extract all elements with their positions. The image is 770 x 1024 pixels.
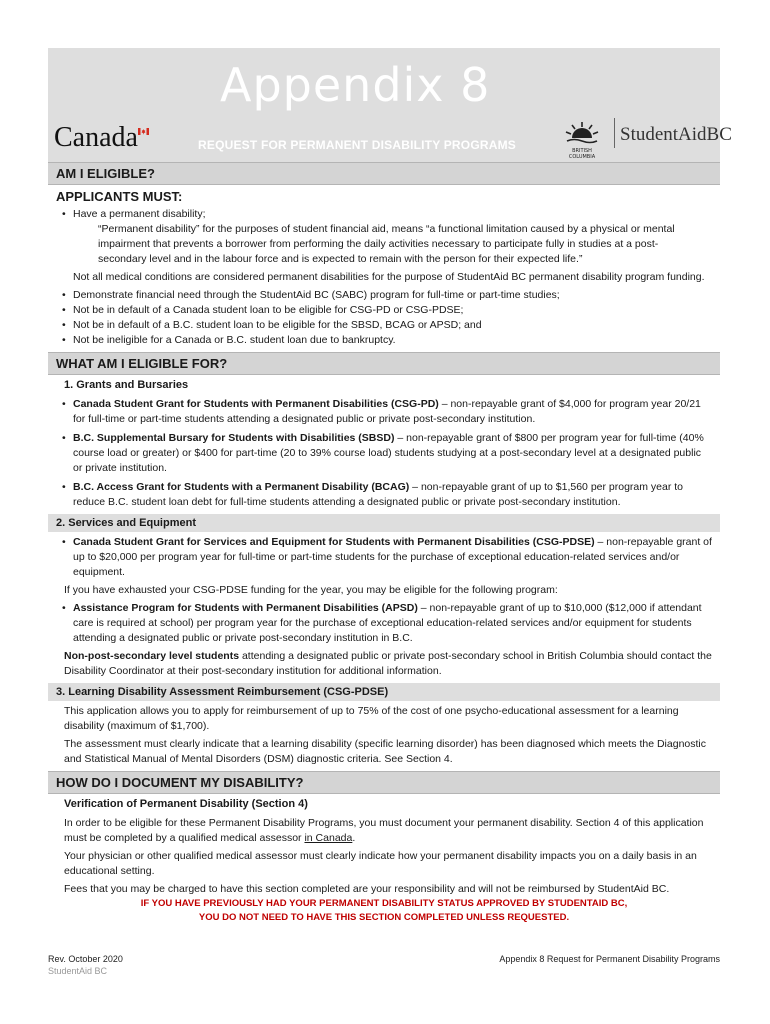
- logo-divider: [614, 118, 615, 148]
- physician-paragraph: Your physician or other qualified medical assessor must clearly indicate how your permanent disability impacts you on a daily basis in an educational setting.: [64, 850, 697, 877]
- warning-line-1: IF YOU HAVE PREVIOUSLY HAD YOUR PERMANENT DISABILITY STATUS APPROVED BY STUDENTAID BC,: [140, 898, 628, 909]
- list-item: • Canada Student Grant for Students with Permanent Disabilities (CSG-PD) – non-repayable grant of $4,000 for program year 20/21 for full-time or part-time students attending a designated public or private post-secondary institution.: [62, 398, 701, 425]
- applicants-must-heading: APPLICANTS MUST:: [56, 189, 183, 204]
- fees-paragraph: Fees that you may be charged to have this section completed are your responsibility and will not be reimbursed by StudentAid BC.: [64, 883, 670, 895]
- bullet-icon: •: [62, 334, 66, 346]
- footer-document-title: Appendix 8 Request for Permanent Disability Programs: [499, 954, 720, 964]
- grants-bursaries-heading: 1. Grants and Bursaries: [64, 379, 189, 391]
- section-am-i-eligible: AM I ELIGIBLE?: [48, 162, 720, 185]
- canada-flag-icon: [138, 128, 149, 135]
- eligibility-requirements-list: [48, 288, 720, 348]
- page-footer: [48, 954, 720, 976]
- section-what-am-i-eligible-for: WHAT AM I ELIGIBLE FOR?: [48, 352, 720, 375]
- list-item: • Demonstrate financial need through the StudentAid BC (SABC) program for full-time or part-time studies;: [62, 289, 560, 301]
- list-item: • Assistance Program for Students with Permanent Disabilities (APSD) – non-repayable grant of up to $10,000 ($12,000 if attendant care is required at school) per program year for the purchase of exceptional education-related services and/or equipment for students attending a designated public or private post-secondary institution in B.C.: [62, 602, 702, 644]
- section-how-do-i-document: HOW DO I DOCUMENT MY DISABILITY?: [48, 771, 720, 794]
- list-item: • Not be in default of a Canada student loan to be eligible for CSG-PD or CSG-PDSE;: [62, 304, 464, 316]
- permanent-disability-definition: “Permanent disability” for the purposes of student financial aid, means “a functional limitation caused by a physical or mental impairment that prevents a borrower from performing the daily activities necessary to participate fully in studies at a post-secondary level and in the labour force and is expected to remain with the person for their expected life.”: [98, 223, 675, 265]
- services-equipment-heading: 2. Services and Equipment: [48, 514, 720, 532]
- appendix-subtitle: REQUEST FOR PERMANENT DISABILITY PROGRAMS: [198, 138, 516, 152]
- exhausted-funding-note: If you have exhausted your CSG-PDSE funding for the year, you may be eligible for the following program:: [64, 584, 558, 596]
- eligibility-note: Not all medical conditions are considered permanent disabilities for the purpose of StudentAid BC permanent disability program funding.: [73, 271, 705, 283]
- bullet-icon: •: [62, 432, 66, 444]
- bc-logo-text: BRITISH: [572, 148, 592, 154]
- document-requirement-paragraph: In order to be eligible for these Permanent Disability Programs, you must document your permanent disability. Section 4 of this application must be completed by a qualified medical assessor in Canada.: [64, 817, 704, 844]
- non-post-secondary-note: Non-post-secondary level students attending a designated public or private post-secondary school in British Columbia should contact the Disability Coordinator at their post-secondary institution for additional information.: [64, 650, 712, 677]
- bc-logo-icon: [553, 106, 611, 162]
- assessment-criteria-paragraph: The assessment must clearly indicate that a learning disability (specific learning disorder) has been diagnosed which meets the Diagnostic and Statistical Manual of Mental Disorders (DSM) diagnostic criteria. See Section 4.: [64, 738, 706, 765]
- list-item: • B.C. Supplemental Bursary for Students with Disabilities (SBSD) – non-repayable grant of $800 per program year for full-time (40% course load or greater) or $400 for part-time (20 to 39% course load) students studying at a post-secondary level at a designated public or private institution.: [62, 432, 704, 474]
- list-item: • Canada Student Grant for Services and Equipment for Students with Permanent Disabilities (CSG-PDSE) – non-repayable grant of up to $20,000 per program year for full-time or part-time students for the purchase of exceptional education-related services and/or equipment.: [62, 536, 712, 578]
- canada-wordmark: Canada: [54, 122, 138, 153]
- warning-line-2: YOU DO NOT NEED TO HAVE THIS SECTION COMPLETED UNLESS REQUESTED.: [198, 912, 570, 923]
- list-item: • Have a permanent disability;: [62, 208, 206, 220]
- bullet-icon: •: [62, 289, 66, 301]
- learning-disability-heading: 3. Learning Disability Assessment Reimbursement (CSG-PDSE): [48, 683, 720, 701]
- list-item: • Not be in default of a B.C. student loan to be eligible for the SBSD, BCAG or APSD; and: [62, 319, 482, 331]
- bullet-icon: •: [62, 602, 66, 614]
- footer-brand: StudentAid BC: [48, 966, 108, 976]
- revision-date: Rev. October 2020: [48, 954, 123, 964]
- bullet-icon: •: [62, 304, 66, 316]
- svg-text:COLUMBIA: COLUMBIA: [568, 154, 596, 160]
- bullet-icon: •: [62, 398, 66, 410]
- studentaidbc-wordmark: StudentAidBC: [620, 124, 732, 145]
- page-header: [48, 48, 732, 162]
- in-canada-text: in Canada: [304, 832, 353, 844]
- learning-disability-paragraph: This application allows you to apply for reimbursement of up to 75% of the cost of one psycho-educational assessment for a learning disability (maximum of $1,700).: [64, 705, 679, 732]
- list-item: • Not be ineligible for a Canada or B.C. student loan due to bankruptcy.: [62, 334, 396, 346]
- document-page: [48, 48, 732, 925]
- appendix-title: Appendix 8: [220, 58, 491, 112]
- bullet-icon: •: [62, 319, 66, 331]
- bullet-icon: •: [62, 536, 66, 548]
- list-item: • B.C. Access Grant for Students with a Permanent Disability (BCAG) – non-repayable grant of up to $1,560 per program year to reduce B.C. student loan debt for full-time students attending a designated public or private post-secondary institution.: [62, 481, 684, 508]
- bullet-icon: •: [62, 481, 66, 493]
- verification-heading: Verification of Permanent Disability (Section 4): [64, 798, 308, 810]
- bullet-icon: •: [62, 208, 66, 220]
